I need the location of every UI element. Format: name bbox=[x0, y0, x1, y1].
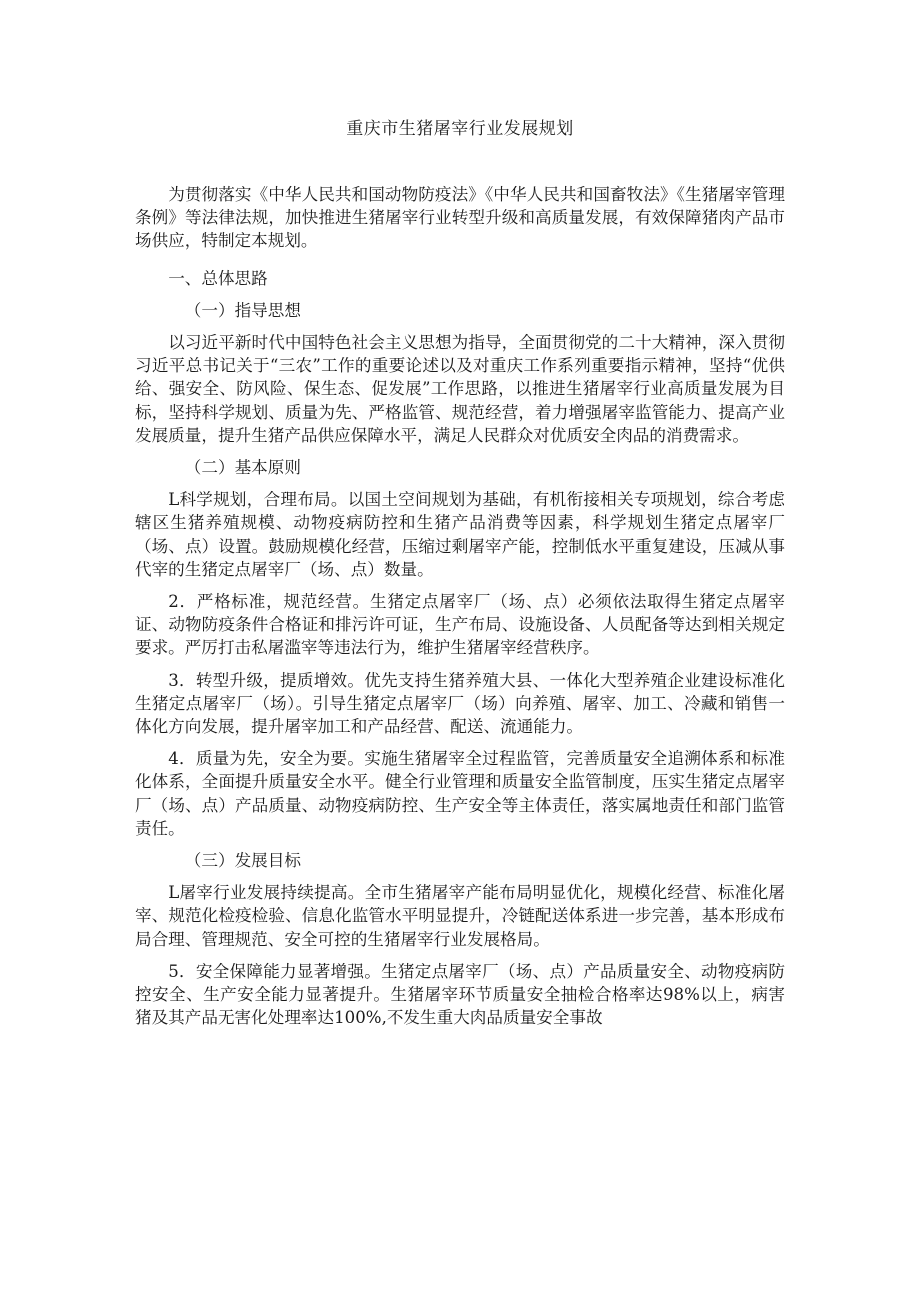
guiding-ideology-paragraph: 以习近平新时代中国特色社会主义思想为指导，全面贯彻党的二十大精神，深入贯彻习近平总书记关于“三农”工作的重要论述以及对重庆工作系列重要指示精神，坚持“优供给、强安全、防风险、保生态、促发展”工作思路，以推进生猪屠宰行业高质量发展为目标，坚持科学规划、质量为先、严格监管、规范经营，着力增强屠宰监管能力、提高产业发展质量，提升生猪产品供应保障水平，满足人民群众对优质安全肉品的消费需求。 bbox=[135, 333, 785, 445]
principle-paragraph: L科学规划，合理布局。以国土空间规划为基础，有机衔接相关专项规划，综合考虑辖区生猪养殖规模、动物疫病防控和生猪产品消费等因素，科学规划生猪定点屠宰厂（场、点）设置。鼓励规模化经营，压缩过剩屠宰产能，控制低水平重复建设，压减从事代宰的生猪定点屠宰厂（场、点）数量。 bbox=[135, 490, 785, 579]
intro-paragraph: 为贯彻落实《中华人民共和国动物防疫法》《中华人民共和国畜牧法》《生猪屠宰管理条例》等法律法规，加快推进生猪屠宰行业转型升级和高质量发展，有效保障猪肉产品市场供应，特制定本规划。 bbox=[135, 185, 785, 251]
subheading-development-goals: （三）发展目标 bbox=[184, 851, 301, 871]
principle-paragraph: 2．严格标准，规范经营。生猪定点屠宰厂（场、点）必须依法取得生猪定点屠宰证、动物防疫条件合格证和排污许可证，生产布局、设施设备、人员配备等达到相关规定要求。严厉打击私屠滥宰等违法行为，维护生猪屠宰经营秩序。 bbox=[135, 592, 785, 658]
principle-paragraph: 4．质量为先，安全为要。实施生猪屠宰全过程监管，完善质量安全追溯体系和标准化体系，全面提升质量安全水平。健全行业管理和质量安全监管制度，压实生猪定点屠宰厂（场、点）产品质量、动物疫病防控、生产安全等主体责任，落实属地责任和部门监管责任。 bbox=[135, 749, 785, 838]
document-title: 重庆市生猪屠宰行业发展规划 bbox=[346, 119, 574, 139]
principle-paragraph: 3．转型升级，提质增效。优先支持生猪养殖大县、一体化大型养殖企业建设标准化生猪定点屠宰厂（场）。引导生猪定点屠宰厂（场）向养殖、屠宰、加工、冷藏和销售一体化方向发展，提升屠宰加工和产品经营、配送、流通能力。 bbox=[135, 670, 785, 737]
subheading-guiding-ideology: （一）指导思想 bbox=[184, 300, 301, 320]
goal-paragraph: L屠宰行业发展持续提高。全市生猪屠宰产能布局明显优化，规模化经营、标准化屠宰、规范化检疫检验、信息化监管水平明显提升，冷链配送体系进一步完善，基本形成布局合理、管理规范、安全可控的生猪屠宰行业发展格局。 bbox=[135, 883, 785, 949]
document-body bbox=[135, 183, 785, 1039]
subheading-basic-principles: （二）基本原则 bbox=[184, 458, 301, 478]
goal-paragraph: 5．安全保障能力显著增强。生猪定点屠宰厂（场、点）产品质量安全、动物疫病防控安全、生产安全能力显著提升。生猪屠宰环节质量安全抽检合格率达98%以上，病害猪及其产品无害化处理率达100%,不发生重大肉品质量安全事故 bbox=[135, 961, 785, 1028]
section-heading-overall: 一、总体思路 bbox=[168, 268, 268, 288]
